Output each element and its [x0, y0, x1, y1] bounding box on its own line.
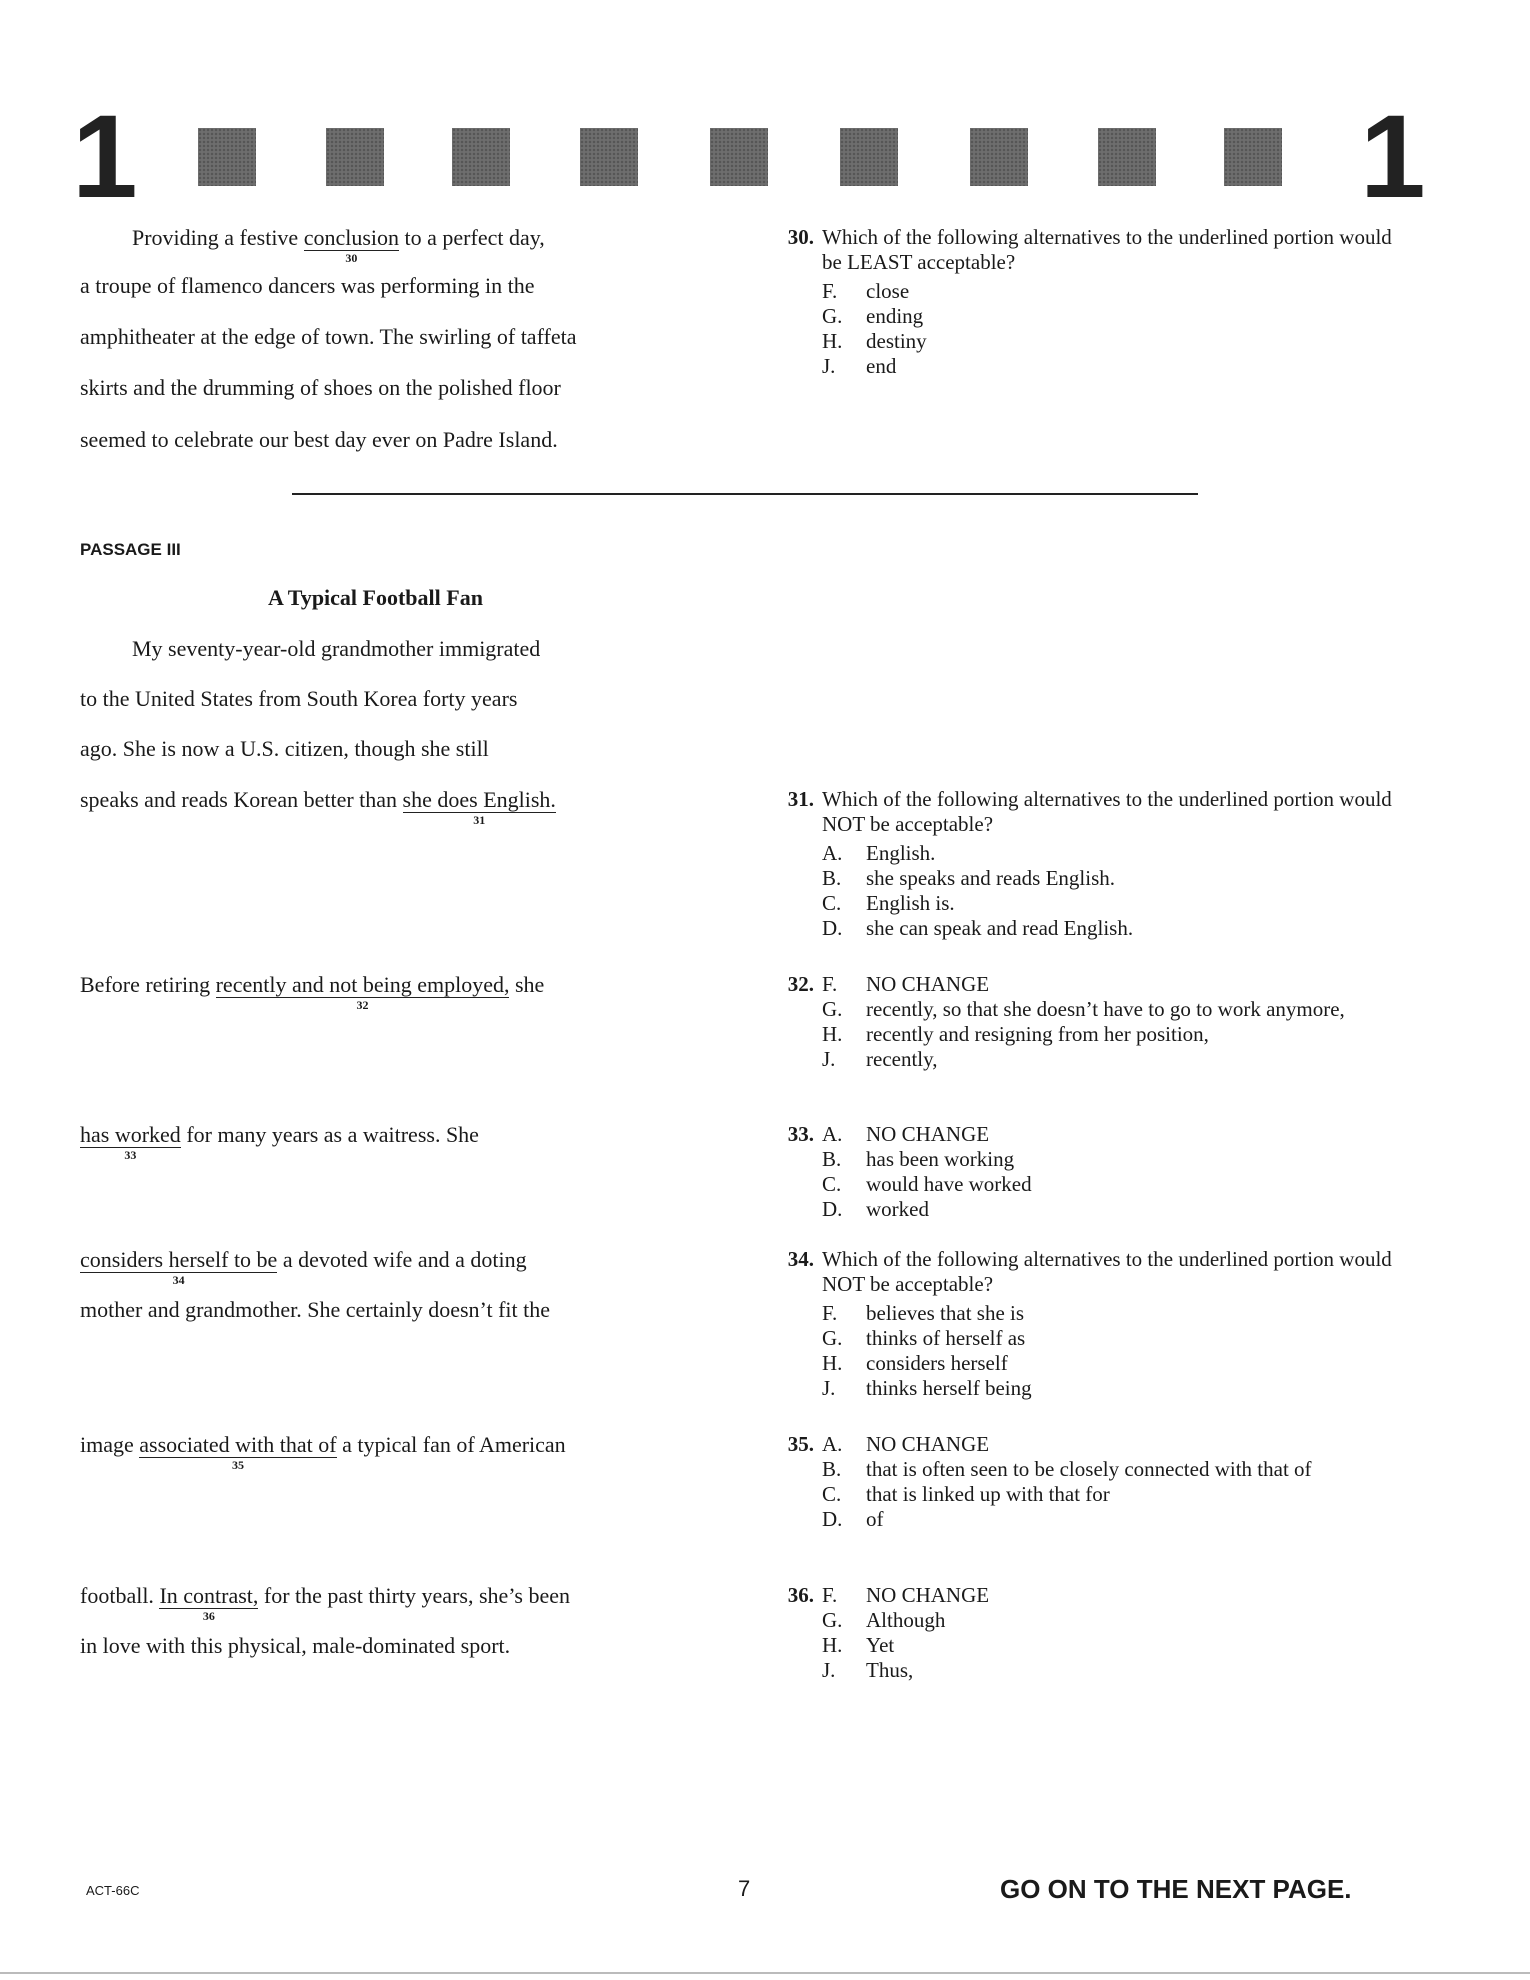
option-text: recently and resigning from her position,: [866, 1022, 1209, 1046]
option-letter: J.: [822, 1047, 836, 1071]
line-text: she: [509, 972, 545, 997]
answer-option[interactable]: [822, 841, 1412, 866]
question-reference-number: 35: [231, 1458, 244, 1473]
passage-line: [80, 1583, 570, 1624]
answer-option[interactable]: [822, 279, 1412, 304]
line-text: speaks and reads Korean better than: [80, 787, 403, 812]
question-stem: Which of the following alternatives to the underlined portion would NOT be acceptable?: [822, 1247, 1392, 1296]
option-text: considers herself: [866, 1351, 1008, 1375]
answer-option[interactable]: [822, 916, 1412, 941]
passage-line: My seventy-year-old grandmother immigrated: [132, 636, 541, 661]
header-square: [1224, 128, 1282, 186]
question-number: 32.: [787, 972, 814, 996]
answer-option[interactable]: [822, 1376, 1412, 1401]
passage-line: to the United States from South Korea forty years: [80, 686, 518, 711]
question-reference-number: 32: [356, 998, 369, 1013]
option-text: destiny: [866, 329, 927, 353]
question-30: [772, 225, 1412, 379]
answer-option[interactable]: [822, 997, 1412, 1022]
header-square: [326, 128, 384, 186]
option-letter: F.: [822, 1583, 838, 1607]
option-text: close: [866, 279, 910, 303]
option-letter: J.: [822, 1658, 836, 1682]
passage-line: skirts and the drumming of shoes on the polished floor: [80, 375, 561, 400]
option-letter: H.: [822, 1022, 843, 1046]
option-letter: G.: [822, 997, 843, 1021]
question-number: 30.: [787, 225, 814, 249]
underlined-portion: has worked 33: [80, 1122, 181, 1163]
answer-option[interactable]: [822, 1482, 1412, 1507]
answer-option[interactable]: [822, 891, 1412, 916]
answer-option[interactable]: [822, 866, 1412, 891]
option-text: NO CHANGE: [866, 1122, 990, 1146]
option-text: NO CHANGE: [866, 1432, 990, 1456]
option-text: thinks herself being: [866, 1376, 1032, 1400]
option-letter: C.: [822, 1172, 842, 1196]
section-divider: [292, 493, 1198, 495]
option-letter: J.: [822, 354, 836, 378]
option-text: she can speak and read English.: [866, 916, 1134, 940]
option-letter: F.: [822, 279, 838, 303]
option-text: recently, so that she doesn’t have to go to work anymore,: [866, 997, 1345, 1021]
option-letter: H.: [822, 1633, 843, 1657]
answer-option[interactable]: [822, 1583, 1412, 1608]
question-stem: Which of the following alternatives to the underlined portion would NOT be acceptable?: [822, 787, 1392, 836]
section-number-left: 1: [72, 91, 138, 223]
question-number: 33.: [787, 1122, 814, 1146]
option-text: end: [866, 354, 897, 378]
question-reference-number: 30: [345, 251, 358, 266]
option-text: NO CHANGE: [866, 972, 990, 996]
passage-label: PASSAGE III: [80, 540, 181, 559]
option-text: recently,: [866, 1047, 938, 1071]
line-text: to a perfect day,: [399, 225, 545, 250]
passage-line: a troupe of flamenco dancers was performing in the: [80, 273, 535, 298]
answer-option[interactable]: [822, 1432, 1412, 1457]
line-text: for the past thirty years, she’s been: [258, 1583, 570, 1608]
underlined-portion: considers herself to be 34: [80, 1247, 278, 1288]
option-text: of: [866, 1507, 884, 1531]
answer-option[interactable]: [822, 1608, 1412, 1633]
option-letter: D.: [822, 1507, 843, 1531]
option-letter: A.: [822, 841, 843, 865]
option-text: that is linked up with that for: [866, 1482, 1110, 1506]
question-reference-number: 33: [124, 1148, 137, 1163]
header-square: [710, 128, 768, 186]
question-31: [772, 787, 1412, 941]
passage-line: [80, 1247, 527, 1288]
header-square: [970, 128, 1028, 186]
line-text: image: [80, 1432, 140, 1457]
answer-option[interactable]: [822, 972, 1412, 997]
form-code: ACT-66C: [86, 1883, 140, 1898]
option-text: Although: [866, 1608, 946, 1632]
option-letter: H.: [822, 329, 843, 353]
underlined-portion: recently and not being employed, 32: [215, 972, 510, 1013]
underlined-portion: she does English. 31: [402, 787, 556, 828]
option-text: has been working: [866, 1147, 1015, 1171]
answer-option[interactable]: [822, 1457, 1412, 1482]
line-text: Before retiring: [80, 972, 216, 997]
page-number: 7: [738, 1876, 751, 1901]
option-text: she speaks and reads English.: [866, 866, 1116, 890]
option-letter: J.: [822, 1376, 836, 1400]
option-text: English is.: [866, 891, 955, 915]
option-text: that is often seen to be closely connected with that of: [866, 1457, 1312, 1481]
header-square: [452, 128, 510, 186]
question-33: [772, 1122, 1412, 1222]
option-text: believes that she is: [866, 1301, 1025, 1325]
answer-option[interactable]: [822, 329, 1412, 354]
underlined-portion: associated with that of 35: [139, 1432, 337, 1473]
option-letter: A.: [822, 1432, 843, 1456]
question-number: 35.: [787, 1432, 814, 1456]
question-32: [772, 972, 1412, 1072]
option-letter: H.: [822, 1351, 843, 1375]
header-square: [1098, 128, 1156, 186]
question-35: [772, 1432, 1412, 1532]
question-number: 34.: [787, 1247, 814, 1271]
option-text: worked: [866, 1197, 929, 1221]
answer-option[interactable]: [822, 354, 1412, 379]
answer-option[interactable]: [822, 1172, 1412, 1197]
next-page-notice: GO ON TO THE NEXT PAGE.: [1000, 1874, 1352, 1904]
question-number: 31.: [787, 787, 814, 811]
answer-option[interactable]: [822, 1022, 1412, 1047]
answer-option[interactable]: [822, 1326, 1412, 1351]
underlined-portion: In contrast, 36: [159, 1583, 259, 1624]
option-letter: C.: [822, 891, 842, 915]
passage-line: [80, 1432, 566, 1473]
option-text: NO CHANGE: [866, 1583, 990, 1607]
option-letter: A.: [822, 1122, 843, 1146]
answer-option[interactable]: [822, 1147, 1412, 1172]
answer-option[interactable]: [822, 1351, 1412, 1376]
passage-line: ago. She is now a U.S. citizen, though she still: [80, 736, 489, 761]
option-text: English.: [866, 841, 936, 865]
answer-option[interactable]: [822, 1122, 1412, 1147]
line-text: a devoted wife and a doting: [277, 1247, 527, 1272]
option-text: ending: [866, 304, 924, 328]
answer-option[interactable]: [822, 1633, 1412, 1658]
answer-option[interactable]: [822, 1047, 1412, 1072]
option-text: would have worked: [866, 1172, 1032, 1196]
option-letter: B.: [822, 1147, 842, 1171]
question-reference-number: 36: [202, 1609, 215, 1624]
option-letter: C.: [822, 1482, 842, 1506]
option-text: Thus,: [866, 1658, 914, 1682]
question-reference-number: 31: [473, 813, 486, 828]
line-text: football.: [80, 1583, 160, 1608]
passage-line: mother and grandmother. She certainly doesn’t fit the: [80, 1297, 551, 1322]
answer-option[interactable]: [822, 1301, 1412, 1326]
option-letter: F.: [822, 972, 838, 996]
option-text: thinks of herself as: [866, 1326, 1026, 1350]
option-letter: G.: [822, 1326, 843, 1350]
option-text: Yet: [866, 1633, 895, 1657]
passage-line: [80, 787, 556, 828]
question-number: 36.: [787, 1583, 814, 1607]
header-square: [198, 128, 256, 186]
answer-option[interactable]: [822, 1658, 1412, 1683]
passage-line: amphitheater at the edge of town. The swirling of taffeta: [80, 324, 577, 349]
passage-line: [80, 1122, 479, 1163]
passage-line: seemed to celebrate our best day ever on Padre Island.: [80, 427, 558, 452]
option-letter: D.: [822, 916, 843, 940]
question-36: [772, 1583, 1412, 1683]
option-letter: F.: [822, 1301, 838, 1325]
bottom-edge-rule: [0, 1972, 1530, 1974]
passage-line: [132, 225, 545, 266]
line-text: a typical fan of American: [336, 1432, 566, 1457]
option-letter: B.: [822, 1457, 842, 1481]
section-number-right: 1: [1360, 91, 1426, 223]
question-reference-number: 34: [172, 1273, 185, 1288]
passage-line: [80, 972, 545, 1013]
option-letter: G.: [822, 304, 843, 328]
passage-title: A Typical Football Fan: [268, 585, 483, 610]
header-square: [840, 128, 898, 186]
question-stem: Which of the following alternatives to the underlined portion would be LEAST acceptable?: [822, 225, 1392, 274]
answer-option[interactable]: [822, 304, 1412, 329]
header-square: [580, 128, 638, 186]
answer-option[interactable]: [822, 1197, 1412, 1222]
question-34: [772, 1247, 1412, 1401]
line-text: for many years as a waitress. She: [180, 1122, 479, 1147]
option-letter: B.: [822, 866, 842, 890]
passage-line: in love with this physical, male-dominated sport.: [80, 1633, 511, 1658]
answer-option[interactable]: [822, 1507, 1412, 1532]
option-letter: D.: [822, 1197, 843, 1221]
line-text: Providing a festive: [132, 225, 304, 250]
underlined-portion: conclusion 30: [303, 225, 400, 266]
option-letter: G.: [822, 1608, 843, 1632]
